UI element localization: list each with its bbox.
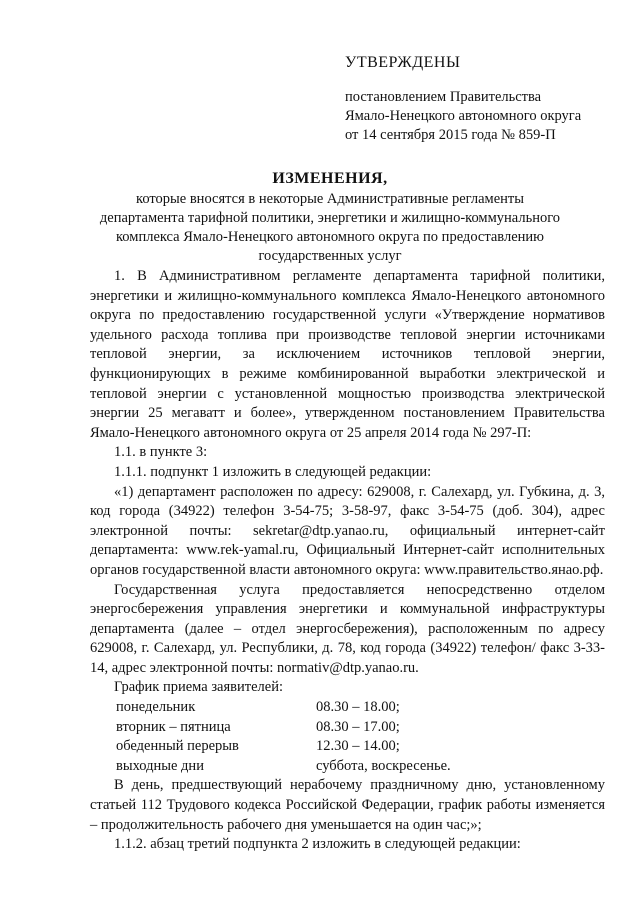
schedule-row	[116, 757, 596, 777]
schedule-row	[116, 737, 596, 757]
document-body	[90, 267, 605, 855]
schedule-time: суббота, воскресенье.	[316, 757, 451, 774]
document-heading	[60, 170, 600, 266]
heading-line: которые вносятся в некоторые Административные регламенты	[136, 191, 524, 207]
approval-line: постановлением Правительства	[345, 89, 542, 105]
approval-line: Ямало-Ненецкого автономного округа	[345, 108, 582, 124]
paragraph-department-address: «1) департамент расположен по адресу: 629008, г. Салехард, ул. Губкина, д. 3, код города (34922) телефон 3-54-75; 3-58-97, факс 3-54-75 (доб. 304), адрес электронной почты: sekretar@dtp.yanao.ru, официальный интернет-сайт департамента: www.rek-yamal.ru, Официальный Интернет-сайт исполнительных органов государственной власти автономного округа: www.правительство.янао.рф.	[90, 483, 605, 578]
heading-title: ИЗМЕНЕНИЯ,	[272, 170, 388, 187]
schedule-day: вторник – пятница	[116, 718, 231, 735]
schedule-day: выходные дни	[116, 757, 204, 774]
approval-line: от 14 сентября 2015 года № 859-П	[345, 127, 556, 143]
heading-line: департамента тарифной политики, энергетики и жилищно-коммунального	[99, 210, 561, 226]
schedule-table	[116, 698, 596, 776]
paragraph-service-provider: Государственная услуга предоставляется непосредственно отделом энергосбережения управления энергетики и коммунальной инфраструктуры департамента (далее – отдел энергосбережения), расположенным по адресу 629008, г. Салехард, ул. Республики, д. 78, код города (34922) телефон/ факс 3-33-14, адрес электронной почты: normativ@dtp.yanao.ru.	[90, 581, 605, 676]
schedule-time: 08.30 – 17.00;	[316, 718, 400, 735]
schedule-title: График приема заявителей:	[114, 679, 283, 696]
heading-line: государственных услуг	[258, 248, 402, 264]
paragraph-holiday-note: В день, предшествующий нерабочему праздничному дню, установленному статьей 112 Трудового кодекса Российской Федерации, график работы изменяется – продолжительность рабочего дня уменьшается на один час;»;	[90, 777, 605, 833]
schedule-row	[116, 698, 596, 718]
schedule-row	[116, 718, 596, 738]
schedule-time: 12.30 – 14.00;	[316, 738, 400, 755]
heading-line: комплекса Ямало-Ненецкого автономного округа по предоставлению	[115, 229, 544, 245]
paragraph-1: 1. В Административном регламенте департамента тарифной политики, энергетики и жилищно-коммунального комплекса Ямало-Ненецкого автономного округа по предоставлению государственной услуги «Утверждение нормативов удельного расхода топлива при производстве тепловой энергии источниками тепловой энергии, за исключением источников тепловой энергии, функционирующих в режиме комбинированной выработки электрической и тепловой энергии с установленной мощностью производства электрической энергии 25 мегаватт и более», утвержденном постановлением Правительства Ямало-Ненецкого автономного округа от 25 апреля 2014 года № 297-П:	[90, 268, 605, 441]
approval-title: УТВЕРЖДЕНЫ	[345, 54, 461, 71]
schedule-time: 08.30 – 18.00;	[316, 699, 400, 716]
paragraph-1-1-1: 1.1.1. подпункт 1 изложить в следующей редакции:	[114, 463, 432, 480]
schedule-day: обеденный перерыв	[116, 738, 239, 755]
paragraph-1-1-2: 1.1.2. абзац третий подпункта 2 изложить в следующей редакции:	[114, 836, 521, 853]
approval-stamp	[345, 54, 625, 145]
paragraph-1-1: 1.1. в пункте 3:	[114, 444, 208, 461]
schedule-day: понедельник	[116, 699, 196, 716]
